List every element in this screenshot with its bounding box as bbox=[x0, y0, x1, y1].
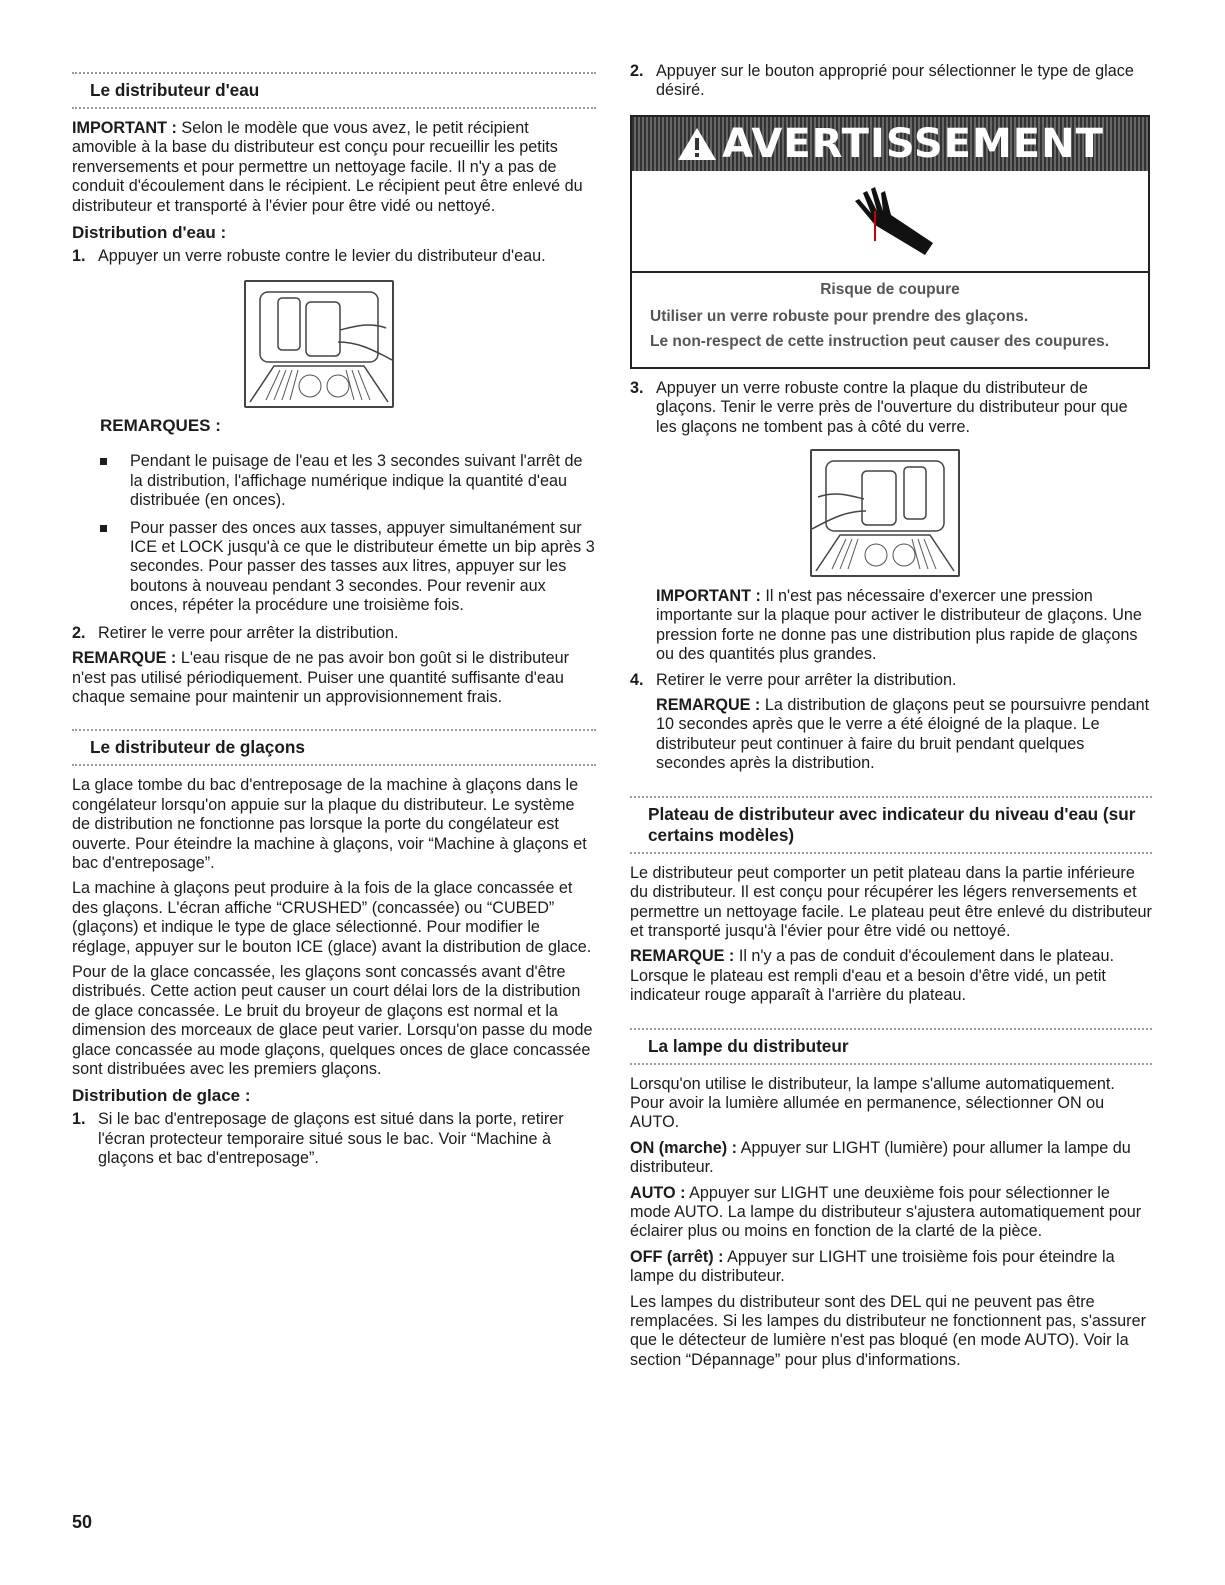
bullet-text: Pendant le puisage de l'eau et les 3 secondes suivant l'arrêt de la distribution, l'affichage numérique indique la quantité d'eau distribuée (en onces). bbox=[130, 452, 583, 510]
remark-text: La distribution de glaçons peut se poursuivre pendant 10 secondes après que le verre a été éloigné de la plaque. Le distributeur peut continuer à faire du bruit pendant quelques secondes après la distribution. bbox=[656, 696, 1150, 773]
important-text: Selon le modèle que vous avez, le petit récipient amovible à la base du distributeur est conçu pour recueillir les petits renversements et pour permettre un nettoyage facile. Il n'y a pas de conduit d'écoulement dans le récipient. Le récipient peut être enlevé du distributeur et transporté à l'évier pour être vidé ou nettoyé. bbox=[72, 119, 583, 215]
lamp-off-label: OFF (arrêt) : bbox=[630, 1247, 724, 1266]
warning-line-1: Utiliser un verre robuste pour prendre des glaçons. bbox=[650, 307, 1029, 325]
remark-label: REMARQUE : bbox=[656, 696, 761, 715]
lamp-paragraph-1: Lorsqu'on utilise le distributeur, la lampe s'allume automatiquement. Pour avoir la lumière allumée en permanence, sélectionner ON ou AUTO. bbox=[630, 1074, 1115, 1132]
ice-paragraph-1: La glace tombe du bac d'entreposage de la machine à glaçons dans le congélateur lorsqu'on appuie sur la plaque du distributeur. Le système de distribution ne fonctionne pas lorsque la porte du congélateur est ouverte. Pour éteindre la machine à glaçons, voir “Machine à glaçons et bac d'entreposage”. bbox=[72, 776, 587, 872]
warning-triangle-icon bbox=[676, 126, 718, 162]
section-heading-ice-dispenser: Le distributeur de glaçons bbox=[72, 729, 596, 766]
ice-paragraph-3: Pour de la glace concassée, les glaçons sont concassés avant d'être distribués. Cette action peut causer un court délai lors de la distribution de glace concassée. Le bruit du broyeur de glaçons est normal et la dimension des morceaux de glace peut varier. Lorsqu'on passe du mode glace concassée au mode glaçons, quelques onces de glace concassée sont distribuées avec les premiers glaçons. bbox=[72, 962, 593, 1078]
lamp-auto-paragraph bbox=[630, 1184, 1152, 1242]
step-text: Appuyer sur le bouton approprié pour sélectionner le type de glace désiré. bbox=[656, 62, 1134, 100]
ice-dispenser-drawing bbox=[812, 451, 958, 575]
right-column bbox=[630, 62, 1152, 1376]
bullet-square-icon bbox=[100, 525, 107, 532]
tray-remark-paragraph bbox=[630, 947, 1152, 1005]
bullet-text: Pour passer des onces aux tasses, appuyer simultanément sur ICE et LOCK jusqu'à ce que le distributeur émette un bip après 3 secondes. Pour passer des tasses aux litres, appuyer sur les boutons à nouveau pendant 3 secondes. Pour revenir aux onces, répéter la procédure une troisième fois. bbox=[130, 518, 595, 615]
remark-bullet-1 bbox=[72, 452, 596, 510]
step-text: Retirer le verre pour arrêter la distribution. bbox=[656, 670, 957, 689]
water-dispenser-illustration bbox=[244, 280, 394, 408]
important-label: IMPORTANT : bbox=[72, 119, 177, 137]
tray-paragraph-1: Le distributeur peut comporter un petit plateau dans la partie inférieure du distributeur. Il est conçu pour récupérer les légers renversements et permettre un nettoyage facile. Le plateau peut être enlevé du distributeur et transporté jusqu'à l'évier pour être vidé ou nettoyé. bbox=[630, 863, 1152, 940]
ice-remark-paragraph bbox=[630, 696, 1152, 774]
remarks-heading: REMARQUES : bbox=[100, 416, 221, 436]
water-important-paragraph bbox=[72, 119, 596, 216]
ice-important-paragraph bbox=[630, 587, 1152, 665]
lamp-auto-label: AUTO : bbox=[630, 1183, 686, 1202]
water-dispenser-drawing bbox=[246, 282, 392, 406]
step-number: 1. bbox=[72, 247, 86, 266]
warning-text-block bbox=[632, 273, 1148, 367]
section-heading-water-dispenser: Le distributeur d'eau bbox=[72, 72, 596, 109]
lamp-auto-text: Appuyer sur LIGHT une deuxième fois pour sélectionner le mode AUTO. La lampe du distributeur s'ajustera automatiquement pour éclairer plus ou moins en fonction de la clarté de la pièce. bbox=[630, 1183, 1142, 1241]
remark-bullet-2 bbox=[72, 519, 596, 616]
step-number: 3. bbox=[630, 378, 644, 397]
ice-step-2 bbox=[630, 62, 1152, 101]
step-number: 2. bbox=[72, 623, 86, 642]
ice-paragraph-2: La machine à glaçons peut produire à la fois de la glace concassée et des glaçons. L'écran affiche “CRUSHED” (concassée) ou “CUBED” (glaçons) et indique le type de glace sélectionné. Pour modifier le réglage, appuyer sur le bouton ICE (glace) avant la distribution de glace. bbox=[72, 879, 592, 956]
remark-text: Il n'y a pas de conduit d'écoulement dans le plateau. Lorsque le plateau est rempli d'eau et a besoin d'être vidé, un petit indicateur rouge apparaît à l'arrière du plateau. bbox=[630, 947, 1114, 1005]
ice-dispenser-illustration bbox=[810, 449, 960, 577]
cut-hand-icon bbox=[845, 181, 935, 261]
lamp-on-label: ON (marche) : bbox=[630, 1138, 738, 1157]
step-text: Appuyer un verre robuste contre le levier du distributeur d'eau. bbox=[98, 247, 546, 266]
step-number: 1. bbox=[72, 1110, 86, 1129]
ice-step-4 bbox=[630, 671, 1152, 690]
left-column bbox=[72, 62, 596, 1175]
step-number: 2. bbox=[630, 62, 644, 80]
lamp-on-text: Appuyer sur LIGHT (lumière) pour allumer la lampe du distributeur. bbox=[630, 1138, 1131, 1177]
water-dispensing-heading: Distribution d'eau : bbox=[72, 223, 227, 243]
warning-caption: Risque de coupure bbox=[820, 280, 960, 298]
step-text: Appuyer un verre robuste contre la plaque du distributeur de glaçons. Tenir le verre près de l'ouverture du distributeur pour que les glaçons ne tombent pas à côté du verre. bbox=[656, 378, 1128, 436]
water-step-1 bbox=[72, 247, 596, 266]
bullet-square-icon bbox=[100, 458, 107, 465]
lamp-off-paragraph bbox=[630, 1248, 1152, 1287]
page-number: 50 bbox=[72, 1512, 93, 1532]
warning-pictogram-area bbox=[632, 171, 1148, 273]
step-number: 4. bbox=[630, 670, 644, 689]
warning-line-2: Le non-respect de cette instruction peut causer des coupures. bbox=[650, 332, 1110, 350]
section-heading-lamp: La lampe du distributeur bbox=[630, 1028, 1152, 1065]
remark-label: REMARQUE : bbox=[72, 649, 177, 668]
warning-banner-text: AVERTISSEMENT bbox=[722, 120, 1104, 167]
lamp-last-paragraph: Les lampes du distributeur sont des DEL qui ne peuvent pas être remplacées. Si les lampes du distributeur ne fonctionnent pas, s'assurer que le détecteur de lumière n'est pas bloqué (en mode AUTO). Voir la section “Dépannage” pour plus d'informations. bbox=[630, 1292, 1146, 1369]
important-label: IMPORTANT : bbox=[656, 587, 761, 606]
step-text: Si le bac d'entreposage de glaçons est situé dans la porte, retirer l'écran protecteur temporaire situé sous le bac. Voir “Machine à glaçons et bac d'entreposage”. bbox=[98, 1110, 564, 1168]
ice-step-1 bbox=[72, 1110, 596, 1168]
water-remark-paragraph bbox=[72, 649, 596, 707]
section-heading-tray: Plateau de distributeur avec indicateur du niveau d'eau (sur certains modèles) bbox=[630, 796, 1152, 854]
lamp-off-text: Appuyer sur LIGHT une troisième fois pour éteindre la lampe du distributeur. bbox=[630, 1247, 1115, 1286]
important-text: Il n'est pas nécessaire d'exercer une pression importante sur la plaque pour activer le distributeur de glaçons. Une pression forte ne donne pas une distribution plus rapide de glaçons ou des quantités plus grandes. bbox=[656, 587, 1142, 664]
remark-text: L'eau risque de ne pas avoir bon goût si le distributeur n'est pas utilisé périodiquement. Puiser une quantité suffisante d'eau chaque semaine pour maintenir un approvisionnement frais. bbox=[72, 649, 570, 706]
lamp-on-paragraph bbox=[630, 1139, 1152, 1178]
remark-label: REMARQUE : bbox=[630, 947, 735, 966]
water-step-2 bbox=[72, 624, 596, 643]
step-text: Retirer le verre pour arrêter la distribution. bbox=[98, 623, 399, 642]
warning-banner bbox=[632, 117, 1148, 171]
warning-box bbox=[630, 115, 1150, 369]
ice-dispensing-heading: Distribution de glace : bbox=[72, 1086, 251, 1106]
ice-step-3 bbox=[630, 379, 1152, 437]
